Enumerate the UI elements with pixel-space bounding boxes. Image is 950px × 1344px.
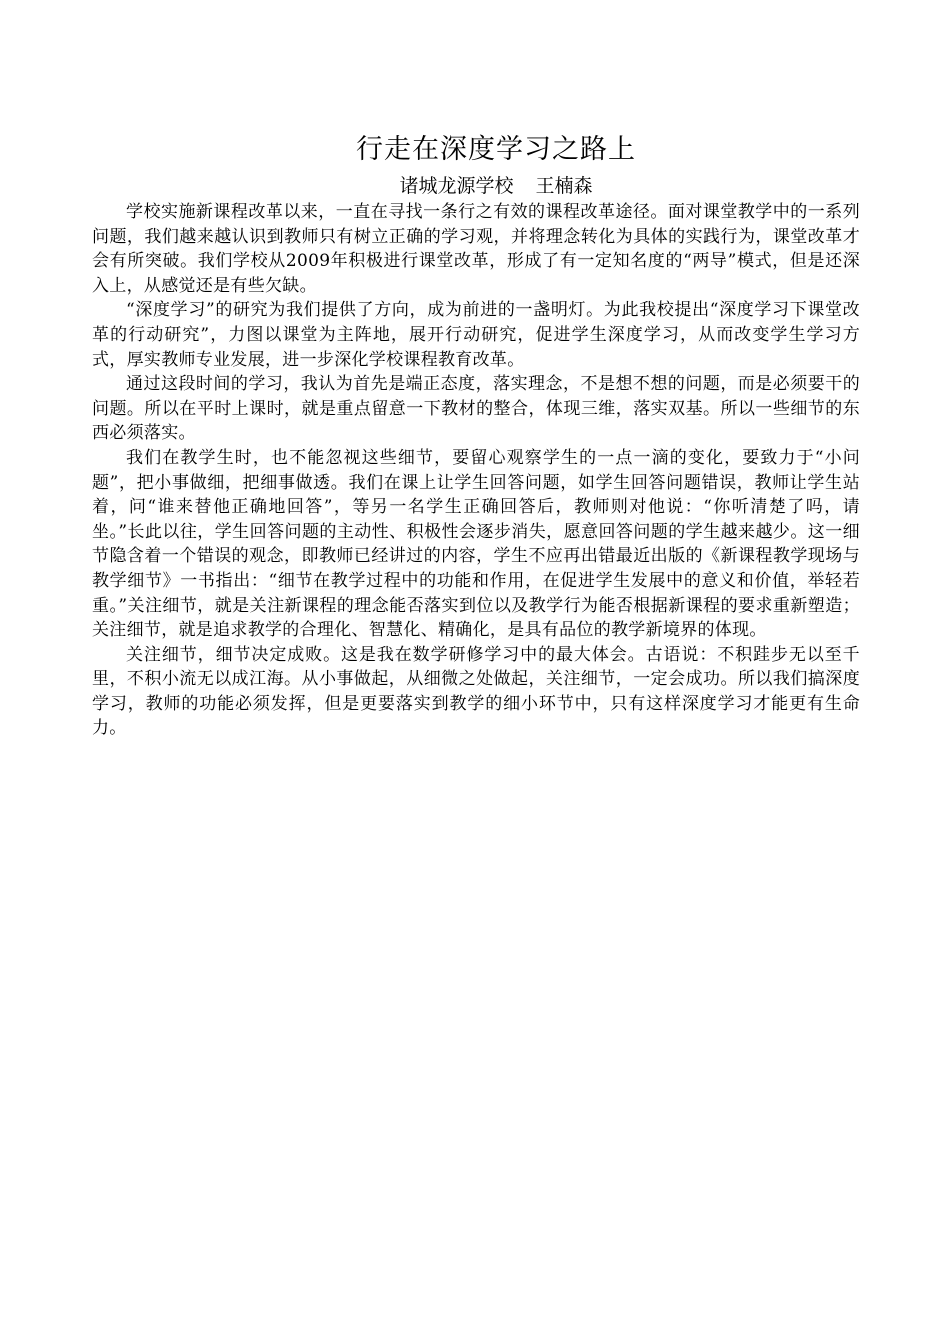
school-name: 诸城龙源学校 xyxy=(399,175,514,197)
author-name: 王楠森 xyxy=(535,175,593,197)
paragraph-2: “深度学习”的研究为我们提供了方向，成为前进的一盏明灯。为此我校提出“深度学习下课堂改革的行动研究”，力图以课堂为主阵地，展开行动研究，促进学生深度学习，从而改变学生学习方式，厚实教师专业发展，进一步深化学校课程教育改革。 xyxy=(92,300,860,370)
paragraph-3: 通过这段时间的学习，我认为首先是端正态度，落实理念，不是想不想的问题，而是必须要干的问题。所以在平时上课时，就是重点留意一下教材的整合，体现三维，落实双基。所以一些细节的东西必须落实。 xyxy=(92,374,860,444)
article-title: 行走在深度学习之路上 xyxy=(356,134,636,165)
paragraph-5: 关注细节，细节决定成败。这是我在数学研修学习中的最大体会。古语说：不积跬步无以至千里，不积小流无以成江海。从小事做起，从细微之处做起，关注细节，一定会成功。所以我们搞深度学习，教师的功能必须发挥，但是更要落实到教学的细小环节中，只有这样深度学习才能更有生命力。 xyxy=(92,644,860,739)
byline xyxy=(92,172,860,200)
paragraph-1: 学校实施新课程改革以来，一直在寻找一条行之有效的课程改革途径。面对课堂教学中的一系列问题，我们越来越认识到教师只有树立正确的学习观，并将理念转化为具体的实践行为，课堂改革才会有所突破。我们学校从2009年积极进行课堂改革，形成了有一定知名度的“两导”模式，但是还深入上，从感觉还是有些欠缺。 xyxy=(92,202,860,296)
paragraph-4: 我们在教学生时，也不能忽视这些细节，要留心观察学生的一点一滴的变化，要致力于“小问题”，把小事做细，把细事做透。我们在课上让学生回答问题，如学生回答问题错误，教师让学生站着，问“谁来替他正确地回答”，等另一名学生正确回答后，教师则对他说：“你听清楚了吗，请坐。”长此以往，学生回答问题的主动性、积极性会逐步消失，愿意回答问题的学生越来越少。这一细节隐含着一个错误的观念，即教师已经讲过的内容，学生不应再出错最近出版的《新课程教学现场与教学细节》一书指出：“细节在教学过程中的功能和作用，在促进学生发展中的意义和价值，举轻若重。”关注细节，就是关注新课程的理念能否落实到位以及教学行为能否根据新课程的要求重新塑造；关注细节，就是追求教学的合理化、智慧化、精确化，是具有品位的教学新境界的体现。 xyxy=(92,447,860,641)
document-page xyxy=(92,128,860,741)
